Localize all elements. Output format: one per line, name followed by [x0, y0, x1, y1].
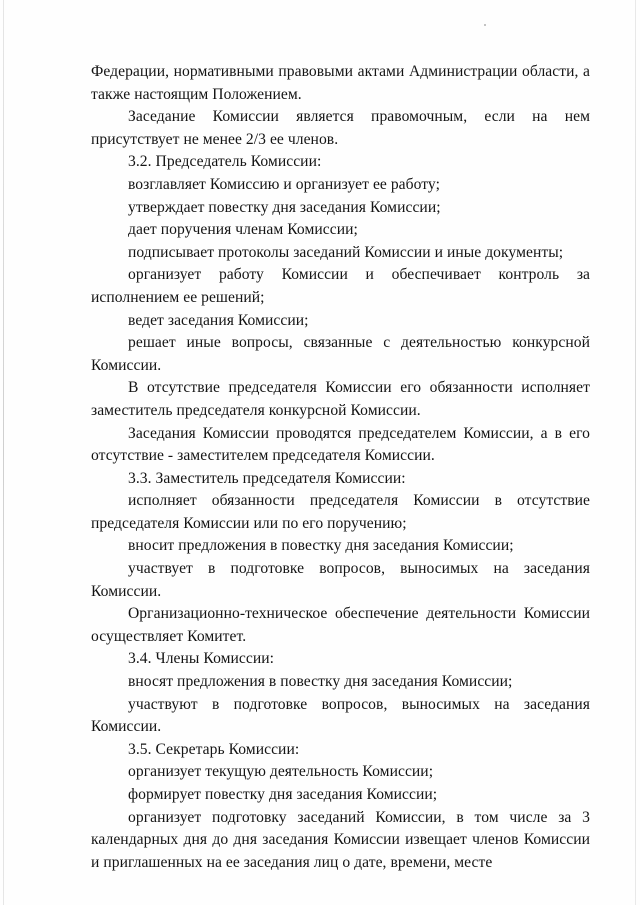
section-heading: 3.2. Председатель Комиссии: [128, 153, 322, 171]
paragraph: Заседание Комиссии является правомочным, если на нем присутствует не менее 2/3 ее членов. [91, 108, 590, 148]
paragraph: ведет заседания Комиссии; [128, 311, 309, 329]
paragraph: организует текущую деятельность Комиссии; [128, 763, 434, 781]
scan-edge-left [3, 0, 4, 905]
section-heading: 3.3. Заместитель председателя Комиссии: [128, 469, 406, 487]
paragraph: решает иные вопросы, связанные с деятельностью конкурсной Комиссии. [91, 334, 590, 374]
paragraph: Заседания Комиссии проводятся председателем Комиссии, а в его отсутствие - заместителем председателя Комиссии. [91, 424, 590, 465]
section-heading: 3.4. Члены Комиссии: [128, 650, 275, 668]
paragraph: утверждает повестку дня заседания Комиссии; [128, 198, 441, 216]
paragraph: вносят предложения в повестку дня заседания Комиссии; [128, 673, 513, 691]
paragraph: вносит предложения в повестку дня заседания Комиссии; [128, 537, 514, 555]
document-body [91, 61, 590, 874]
paragraph: В отсутствие председателя Комиссии его обязанности исполняет заместитель председателя конкурсной Комиссии. [91, 379, 590, 419]
paragraph: подписывает протоколы заседаний Комиссии и иные документы; [128, 243, 564, 261]
scan-edge-right [635, 0, 636, 905]
scan-artifact [484, 24, 486, 26]
paragraph: Федерации, нормативными правовыми актами Администрации области, а также настоящим Положением. [91, 63, 590, 103]
section-heading: 3.5. Секретарь Комиссии: [128, 740, 300, 758]
paragraph: организует работу Комиссии и обеспечивает контроль за исполнением ее решений; [91, 266, 590, 306]
paragraph: участвуют в подготовке вопросов, выносимых на заседания Комиссии. [91, 695, 590, 736]
paragraph: формирует повестку дня заседания Комиссии; [128, 786, 438, 803]
paragraph: организует подготовку заседаний Комиссии, в том числе за 3 календарных дня до дня заседания Комиссии извещает членов Комиссии и приглашенных на ее заседания лиц о дате, времени, месте [91, 808, 590, 871]
paragraph: дает поручения членам Комиссии; [128, 221, 358, 239]
paragraph: возглавляет Комиссию и организует ее работу; [128, 175, 440, 193]
paragraph: Организационно-техническое обеспечение деятельности Комиссии осуществляет Комитет. [91, 605, 590, 645]
paragraph: участвует в подготовке вопросов, выносимых на заседания Комиссии. [91, 560, 590, 600]
paragraph: исполняет обязанности председателя Комиссии в отсутствие председателя Комиссии или по его поручению; [91, 492, 590, 532]
